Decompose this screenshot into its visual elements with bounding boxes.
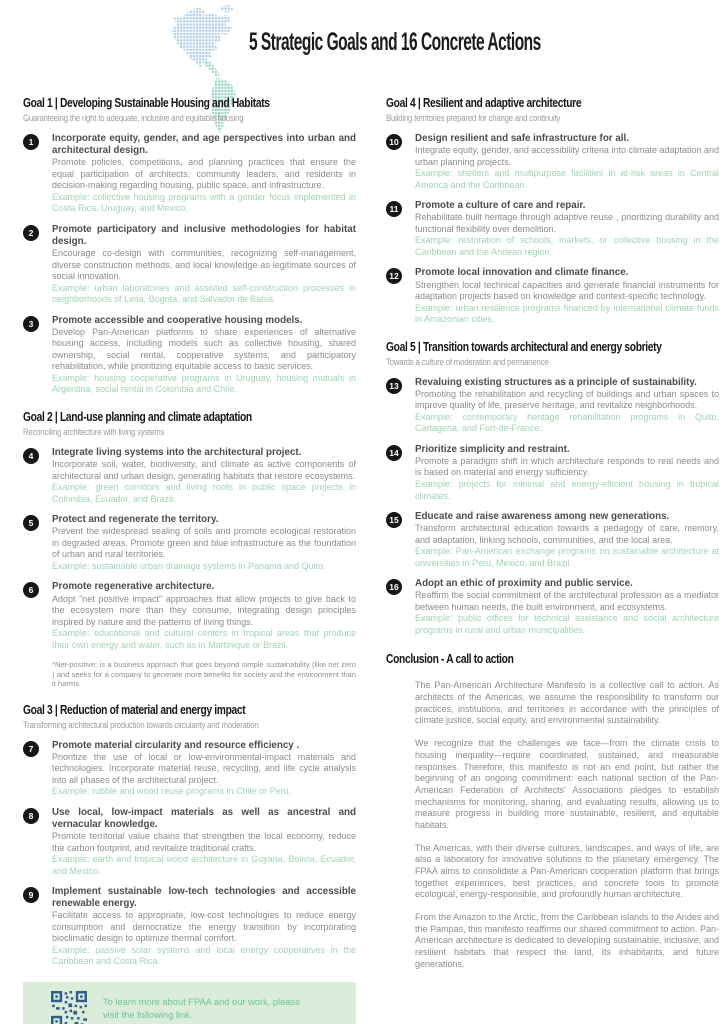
action-body: Strengthen local technical capacities and generate financial instruments for adaptation projects based on knowledge and context-specific technology.	[415, 279, 719, 302]
action-item-8	[23, 807, 356, 877]
goal-2-heading	[23, 410, 356, 437]
action-item-16	[386, 578, 719, 636]
left-column	[23, 96, 356, 1024]
right-column	[386, 96, 719, 1024]
action-title: Design resilient and safe infrastructure for all.	[415, 133, 629, 144]
action-item-4	[23, 447, 356, 505]
action-item-2	[23, 224, 356, 306]
action-body: Facilitate access to appropriate, low-cost technologies to reduce energy consumption and democratize the energy transition by incorporating bioclimatic design to optimize thermal comfort.	[52, 910, 356, 944]
action-number-badge: 1	[23, 134, 39, 150]
action-example: Example: public offices for technical assistance and social architecture programs in rural and urban municipalities.	[415, 613, 719, 635]
action-example: Example: collective housing programs with a gender focus implemented in Costa Rica, Uruguay, and Mexico.	[52, 191, 356, 214]
goal-subtitle: Guaranteeing the right to adequate, inclusive and equitable housing	[23, 113, 244, 123]
action-example: Example: shelters and multipurpose facilities in at-risk areas in Central America and the Caribbean.	[415, 168, 719, 190]
action-body: Transform architectural education towards a pedagogy of care, memory, and adaptation, linking schools, communities, and the local area.	[415, 523, 719, 545]
action-body: Prioritize the use of local or low-environmental-impact materials and technologies. Incorporate material reuse, recycling, and life cycle analysis into all phases of the architectural project.	[52, 751, 356, 785]
conclusion-paragraph: From the Amazon to the Arctic, from the Caribbean islands to the Andes and the Pampas, this manifesto reaffirms our shared commitment to action. Pan-American architecture is dedicated to developing sustainable, inclusive, and resilient habitats that respect the land, its inhabitants, and future generations.	[415, 912, 719, 969]
action-example: Example: urban laboratories and assisted self-construction processes in neighborhoods of Lima, Bogotá, and Salvador de Bahia.	[52, 282, 356, 305]
conclusion-paragraph: The Americas, with their diverse cultures, landscapes, and ways of life, are also a laboratory for innovative solutions to the planetary emergency. The FPAA aims to consolidate a Pan-American cooperation platform that brings together experiences, best practices, and concrete tools to promote ecological, energy-responsible, and profoundly human architecture.	[415, 842, 719, 900]
conclusion-title: Conclusion - A call to action	[386, 652, 514, 667]
action-title: Implement sustainable low-tech technologies and accessible renewable energy.	[52, 886, 356, 910]
action-title: Prioritize simplicity and restraint.	[415, 443, 570, 455]
page-title: 5 Strategic Goals and 16 Concrete Actions	[249, 28, 541, 56]
action-item-7	[23, 740, 356, 798]
action-number-badge: 12	[386, 268, 402, 284]
action-item-10	[386, 133, 719, 191]
action-example: Example: passive solar systems and local energy cooperatives in the Caribbean and Costa Rica.	[52, 944, 356, 967]
action-item-5	[23, 514, 356, 572]
action-number-badge: 9	[23, 887, 39, 903]
action-body: Promote a paradigm shift in which architecture responds to real needs and is based on material and energy sufficiency.	[415, 455, 719, 478]
action-item-6	[23, 581, 356, 651]
goal-title: Goal 2 | Land-use planning and climate adaptation	[23, 409, 252, 424]
action-number-badge: 14	[386, 445, 402, 461]
goal-title: Goal 5 | Transition towards architectural and energy sobriety	[386, 339, 662, 354]
action-item-12	[386, 267, 719, 325]
action-example: Example: green corridors and living roofs in public space projects in Colombia, Ecuador, and Brazil.	[52, 482, 356, 504]
action-body: Promote territorial value chains that strengthen the local economy, reduce the carbon footprint, and revitalize traditional crafts.	[52, 831, 356, 853]
action-item-15	[386, 511, 719, 569]
action-number-badge: 13	[386, 378, 402, 394]
action-example: Example: restoration of schools, markets, or collective housing in the Caribbean and the Andean region.	[415, 235, 719, 257]
action-body: Develop Pan-American platforms to share experiences of alternative housing access, including models such as collective housing, shared ownership, social rental, cooperative systems, and participatory rehabilitation, while prioritizing equitable access to basic services.	[52, 326, 356, 372]
action-example: Example: contemporary heritage rehabilitation programs in Quito, Cartagena, and Fort-de-France.	[415, 411, 719, 434]
action-body: Encourage co-design with communities, recognizing self-management, diverse construction methods, and local knowledge as legitimate sources of social innovation.	[52, 248, 356, 282]
action-number-badge: 2	[23, 225, 39, 241]
action-number-badge: 7	[23, 741, 39, 757]
action-title: Promote regenerative architecture.	[52, 581, 215, 593]
action-title: Integrate living systems into the architectural project.	[52, 446, 302, 458]
action-example: Example: housing cooperative programs in Uruguay, housing mutuals in Argentina, social rental in Colombia and Chile.	[52, 372, 356, 395]
action-example: Example: Pan-American exchange programs on sustainable architecture at universities in Peru, Mexico, and Brazil.	[415, 546, 719, 568]
action-title: Promote participatory and inclusive methodologies for habitat design.	[52, 223, 356, 247]
goal-subtitle: Reconciling architecture with living systems	[23, 426, 165, 437]
action-number-badge: 15	[386, 512, 402, 528]
action-title: Adopt an ethic of proximity and public service.	[415, 578, 633, 590]
action-title: Promote local innovation and climate finance.	[415, 267, 629, 279]
action-example: Example: projects for minimal and energy-efficient housing in tropical climates.	[415, 478, 719, 501]
action-item-1	[23, 133, 356, 215]
goal-title: Goal 1 | Developing Sustainable Housing and Habitats	[23, 96, 270, 110]
action-item-9	[23, 886, 356, 968]
action-title: Protect and regenerate the territory.	[52, 514, 219, 526]
action-title: Incorporate equity, gender, and age perspectives into urban and architectural design.	[52, 133, 356, 157]
conclusion-heading	[386, 652, 719, 666]
action-example: Example: sustainable urban drainage systems in Panama and Quito.	[52, 560, 326, 571]
goal-subtitle: Building territories prepared for change and continuity	[386, 113, 561, 123]
action-body: Incorporate soil, water, biodiversity, and climate as active components of architectural and urban design, generating habitats that restore ecosystems.	[52, 459, 356, 481]
action-body: Promoting the rehabilitation and recycling of buildings and urban spaces to improve quality of life, preserve heritage, and revitalize neighborhoods.	[415, 388, 719, 411]
action-body: Integrate equity, gender, and accessibility criteria into climate adaptation and urban planning projects.	[415, 145, 720, 167]
goal-subtitle: Towards a culture of moderation and permanence	[386, 356, 549, 367]
action-number-badge: 10	[386, 134, 402, 150]
fpaa-link-panel	[23, 982, 356, 1024]
action-number-badge: 3	[23, 316, 39, 332]
action-example: Example: rubble and wood reuse programs in Chile or Peru.	[52, 786, 292, 797]
action-title: Use local, low-impact materials as well as ancestral and vernacular knowledge.	[52, 806, 356, 830]
action-title: Promote a culture of care and repair.	[415, 200, 586, 212]
two-column-layout	[23, 96, 719, 1024]
action-item-14	[386, 444, 719, 502]
action-number-badge: 8	[23, 808, 39, 824]
action-item-3	[23, 315, 356, 396]
goal-title: Goal 3 | Reduction of material and energy impact	[23, 702, 246, 717]
goal-subtitle: Transforming architectural production towards circularity and moderation	[23, 719, 259, 730]
action-title: Revaluing existing structures as a principle of sustainability.	[415, 376, 697, 388]
action-number-badge: 11	[386, 201, 402, 217]
fpaa-link-text: To learn more about FPAA and our work, please visit the following link.	[103, 997, 301, 1020]
qr-code-icon[interactable]	[51, 991, 87, 1024]
action-body: Reaffirm the social commitment of the architectural profession as a mediator between human needs, the built environment, and ecosystems.	[415, 590, 719, 612]
action-body: Rehabilitate built heritage through adaptive reuse , prioritizing durability and functional flexibility over demolition.	[415, 212, 719, 234]
action-title: Promote material circularity and resource efficiency .	[52, 739, 300, 751]
goal-3-heading	[23, 703, 356, 730]
action-title: Promote accessible and cooperative housing models.	[52, 314, 303, 326]
action-number-badge: 16	[386, 579, 402, 595]
action-body: Promote policies, competitions, and planning practices that ensure the equal participation of architects, community leaders, and residents in decision-making regarding housing, public space, and infrastructure.	[52, 157, 356, 191]
action-example: Example: earth and tropical wood architecture in Guyana, Bolivia, Ecuador, and Mexico.	[52, 854, 356, 876]
goal-4-heading	[386, 96, 719, 123]
action-example: Example: educational and cultural centers in tropical areas that produce their own energy and water, such as in Martinique or Brazil.	[52, 628, 356, 650]
action-item-13	[386, 377, 719, 435]
action-body: Adopt “net positive impact” approaches that allow projects to give back to the ecosystem more than they consume, integrating design principles inspired by nature and the patterns of living things.	[52, 593, 356, 627]
conclusion-paragraph: We recognize that the challenges we face—from the climate crisis to housing inequality—require coordinated, sustained, and measurable responses. Therefore, this manifesto is not an end point, but rather the beginning of an ongoing commitment: each national section of the Pan-American Federation of Architects' Associations pledges to establish mechanisms for monitoring, sharing, and evaluating results, allowing us to measure progress in building more sustainable, resilient, and equitable habitats.	[415, 738, 719, 830]
goal-1-heading	[23, 96, 356, 123]
goal-5-heading	[386, 340, 719, 367]
conclusion-paragraph: The Pan-American Architecture Manifesto is a collective call to action. As architects of the Americas, we assume the responsibility to transform our practices, institutions, and territories in accordance with the principles of climate justice, social equity, and environmental sustainability.	[415, 680, 719, 726]
goal-title: Goal 4 | Resilient and adaptive architecture	[386, 96, 582, 110]
action-title: Educate and raise awareness among new generations.	[415, 511, 670, 523]
net-positive-footnote: *Net-positive: is a business approach that goes beyond simple sustainability (like net zero ) and seeks for a company to generate more benefits for society and the environment than it harms.	[52, 660, 356, 689]
action-example: Example: urban resilience programs financed by international climate funds in Amazonian cities.	[415, 302, 719, 325]
action-item-11	[386, 200, 719, 258]
action-number-badge: 5	[23, 515, 39, 531]
action-number-badge: 6	[23, 582, 39, 598]
action-body: Prevent the widespread sealing of soils and promote ecological restoration in degraded areas. Promote green and blue infrastructure as the foundation of urban and rural territories.	[52, 526, 356, 560]
action-number-badge: 4	[23, 448, 39, 464]
